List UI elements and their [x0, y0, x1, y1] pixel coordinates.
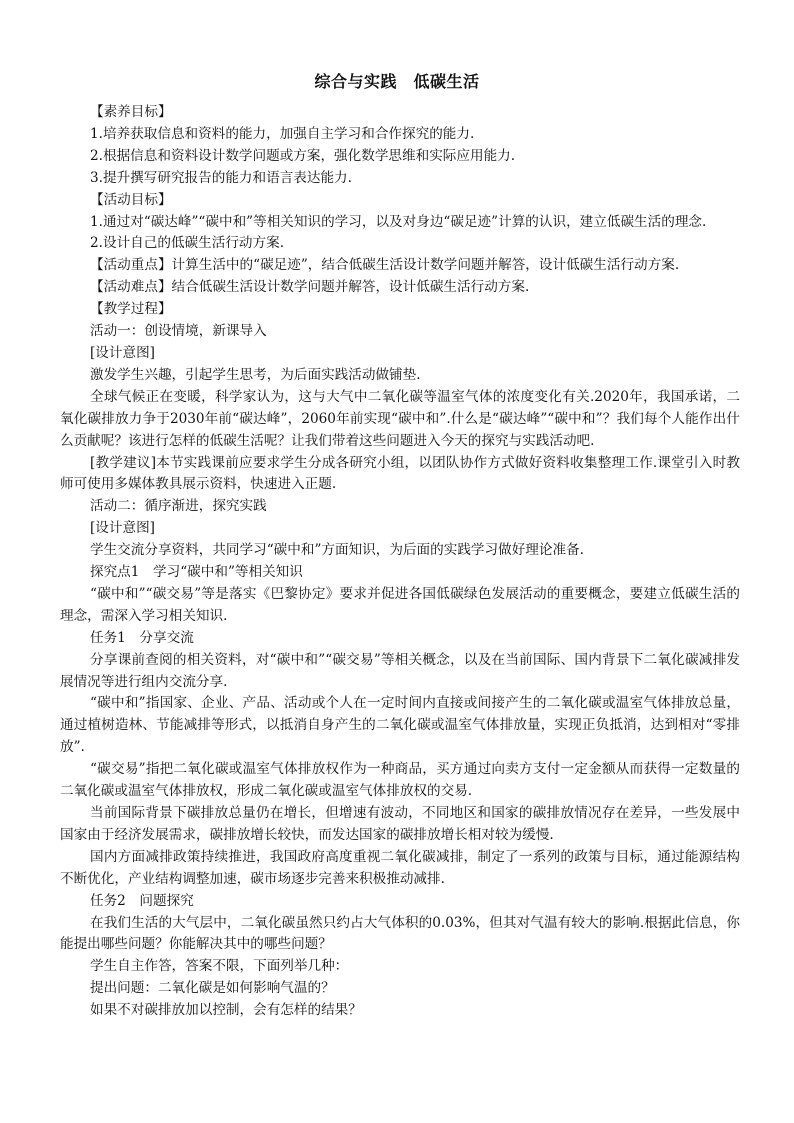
literacy-goal-item: 2.根据信息和资料设计数学问题或方案，强化数学思维和实际应用能力.: [90, 147, 516, 164]
body-paragraph: 全球气候正在变暖，科学家认为，这与大气中二氧化碳等温室气体的浓度变化有关.2020年，我国承诺，二氧化碳排放力争于2030年前“碳达峰”，2060年前实现“碳中和”.什么是“碳达峰”“碳中和”？我们每个人能作出什么贡献呢？该进行怎样的低碳生活呢？让我们带着这些问题进入今天的探究与实践活动吧.: [60, 388, 740, 449]
activity-difficulty: 【活动难点】结合低碳生活设计数学问题并解答，设计低碳生活行动方案.: [90, 279, 530, 296]
body-paragraph: 当前国际背景下碳排放总量仍在增长，但增速有波动，不同地区和国家的碳排放情况存在差异，一些发展中国家由于经济发展需求，碳排放增长较快，而发达国家的碳排放增长相对较为缓慢.: [60, 805, 740, 843]
section-heading-teaching-process: 【教学过程】: [90, 301, 172, 318]
body-paragraph: 学生交流分享资料，共同学习“碳中和”方面知识，为后面的实践学习做好理论准备.: [90, 542, 584, 559]
body-paragraph: 分享课前查阅的相关资料，对“碳中和”“碳交易”等相关概念，以及在当前国际、国内背景下二氧化碳减排发展情况等进行组内交流分享.: [60, 651, 740, 690]
activity-heading: 活动二：循序渐进，探究实践: [90, 498, 267, 515]
section-heading-literacy-goals: 【素养目标】: [90, 104, 172, 120]
design-intent-label: [设计意图]: [90, 520, 155, 537]
body-paragraph: 在我们生活的大气层中，二氧化碳虽然只约占大气体积的0.03%，但其对气温有较大的影响.根据此信息，你能提出哪些问题？你能解决其中的哪些问题？: [60, 914, 740, 953]
activity-heading: 活动一：创设情境，新课导入: [90, 323, 267, 340]
task-heading: 任务2 问题探究: [90, 892, 194, 909]
body-paragraph: 学生自主作答，答案不限，下面列举几种：: [90, 958, 349, 975]
document-body: [60, 102, 740, 1022]
body-paragraph: 如果不对碳排放加以控制，会有怎样的结果？: [90, 1002, 362, 1019]
section-heading-activity-goals: 【活动目标】: [90, 191, 172, 208]
activity-key-point: 【活动重点】计算生活中的“碳足迹”，结合低碳生活设计数学问题并解答，设计低碳生活行动方案.: [90, 257, 680, 274]
activity-goal-item: 1.通过对“碳达峰”“碳中和”等相关知识的学习，以及对身边“碳足迹”计算的认识，建立低碳生活的理念.: [90, 213, 707, 230]
task-heading: 任务1 分享交流: [90, 629, 194, 646]
teaching-suggestion: [教学建议]本节实践课前应要求学生分成各研究小组，以团队协作方式做好资料收集整理工作.课堂引入时教师可使用多媒体教具展示资料，快速进入正题.: [60, 454, 740, 493]
body-paragraph: 激发学生兴趣，引起学生思考，为后面实践活动做铺垫.: [90, 366, 421, 383]
activity-goal-item: 2.设计自己的低碳生活行动方案.: [90, 235, 285, 252]
body-paragraph: 国内方面减排政策持续推进，我国政府高度重视二氧化碳减排，制定了一系列的政策与目标，通过能源结构不断优化，产业结构调整加速，碳市场逐步完善来积极推动减排.: [60, 848, 740, 887]
body-paragraph: “碳中和”“碳交易”等是落实《巴黎协定》要求并促进各国低碳绿色发展活动的重要概念，要建立低碳生活的理念，需深入学习相关知识.: [60, 585, 740, 624]
design-intent-label: [设计意图]: [90, 344, 155, 361]
body-paragraph: 提出问题：二氧化碳是如何影响气温的？: [90, 980, 335, 997]
literacy-goal-item: 1.培养获取信息和资料的能力，加强自主学习和合作探究的能力.: [90, 125, 475, 142]
exploration-point-heading: 探究点1 学习“碳中和”等相关知识: [90, 564, 303, 581]
document-title: 综合与实践 低碳生活: [314, 72, 480, 91]
literacy-goal-item: 3.提升撰写研究报告的能力和语言表达能力.: [90, 169, 352, 186]
body-paragraph: “碳交易”指把二氧化碳或温室气体排放权作为一种商品，买方通过向卖方支付一定金额从而获得一定数量的二氧化碳或温室气体排放权，形成二氧化碳或温室气体排放权的交易.: [60, 761, 740, 800]
body-paragraph: “碳中和”指国家、企业、产品、活动或个人在一定时间内直接或间接产生的二氧化碳或温室气体排放总量，通过植树造林、节能减排等形式，以抵消自身产生的二氧化碳或温室气体排放量，实现正负抵消，达到相对“零排放”.: [60, 695, 740, 756]
